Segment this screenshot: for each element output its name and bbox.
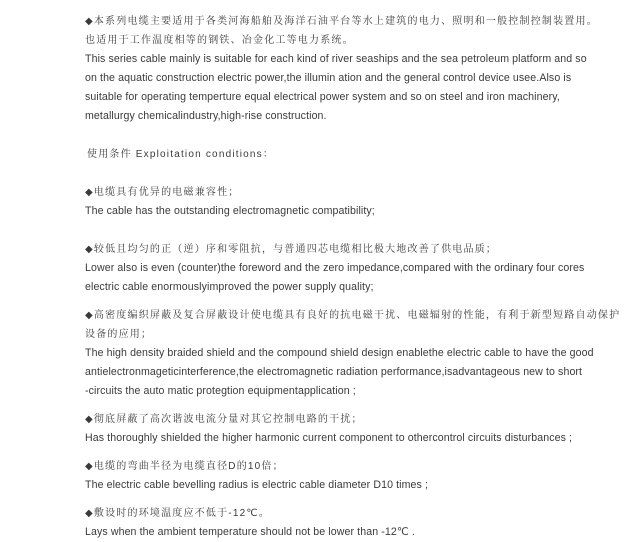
condition-item-impedance: ◆较低且均匀的正（逆）序和零阻抗，与普通四芯电缆相比极大地改善了供电品质； Lower also is even (counter)the foreword and the zero impedance,compared with the ordinary four cores electric cable enormouslyimproved the power supply quality; [85,244,585,293]
intro-zh-line: ◆本系列电缆主要适用于各类河海船舶及海洋石油平台等水上建筑的电力、照明和一般控制控制装置用。 [85,16,598,27]
document-body [85,12,630,542]
conditions-heading: 使用条件 Exploitation conditions： [87,149,275,160]
intro-en-line: This series cable mainly is suitable for each kind of river seaships and the sea petroleum platform and so [85,53,587,65]
condition-item-harmonics: ◆彻底屏蔽了高次谐波电流分量对其它控制电路的干扰； Has thoroughly shielded the higher harmonic current component to othercontrol circuits disturbances ; [85,414,573,444]
condition-item-temperature: ◆敷设时的环境温度应不低于-12℃。 Lays when the ambient temperature should not be lower than -12℃ . [85,508,415,538]
intro-zh-line: 也适用于工作温度相等的钢铁、冶金化工等电力系统。 [85,35,354,46]
condition-item-emc: ◆电缆具有优异的电磁兼容性； The cable has the outstanding electromagnetic compatibility; [85,187,375,217]
condition-item-bending-radius: ◆电缆的弯曲半径为电缆直径D的10倍； The electric cable bevelling radius is electric cable diameter D10 times ; [85,461,429,491]
condition-item-shielding: ◆高密度编织屏蔽及复合屏蔽设计使电缆具有良好的抗电磁干扰、电磁辐射的性能，有利于新型短路自动保护 设备的应用； The high density braided shield and the compound shield design enablethe electric cable to have the good antielectronmageticinterference,the electromagnetic radiation performance,isadvantageous new to short -circuits the auto matic protegtion equipmentapplication ; [85,310,621,397]
intro-en-line: metallurgy chemicalindustry,high-rise construction. [85,110,327,122]
intro-en-line: suitable for operating temperture equal electrical power system and so on steel and iron machinery, [85,91,560,103]
intro-en-line: on the aquatic construction electric power,the illumin ation and the general control device usee.Also is [85,72,572,84]
